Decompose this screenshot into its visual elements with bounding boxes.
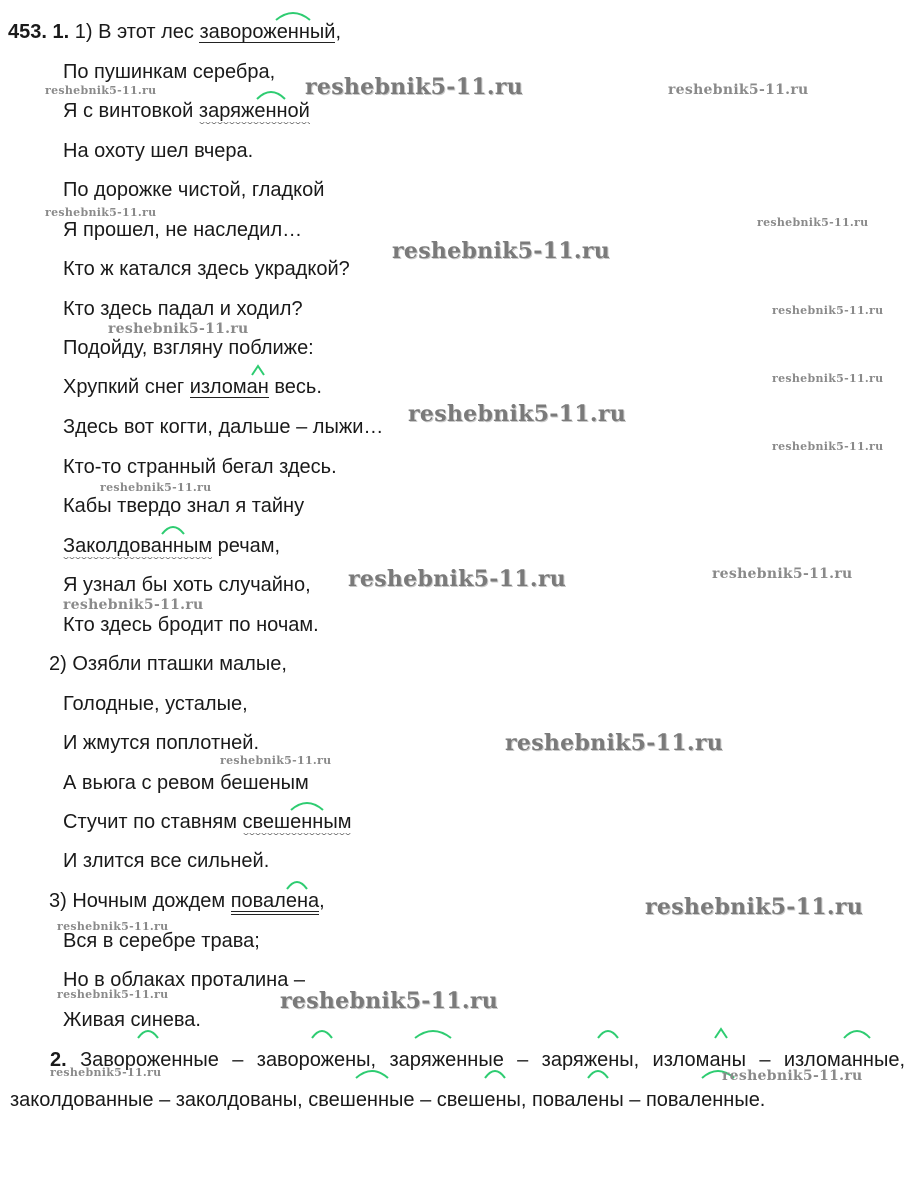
suffix-caret-icon: [713, 1026, 729, 1040]
word-root: свеш: [242, 811, 291, 833]
watermark: reshebnik5-11.ru: [645, 894, 864, 920]
text-fragment: ,: [335, 21, 342, 43]
underlined-word: [190, 377, 269, 398]
poem1-line-3: [63, 99, 310, 123]
exercise-number: 453.: [8, 21, 47, 43]
suffix-text: ож: [135, 1049, 161, 1071]
text-fragment: В этот лес: [98, 21, 200, 43]
text-fragment: ые, заколдованные – заколдован: [10, 1049, 906, 1111]
poem2-line-5: [63, 810, 351, 834]
suffix-arc-icon: [274, 8, 312, 22]
wavy-underlined-word: [199, 101, 310, 121]
poem1-line-11: Здесь вот когти, дальше – лыжи…: [63, 416, 384, 438]
poem3-line-4: Живая синева.: [63, 1009, 201, 1031]
suffix-arc-icon: [289, 798, 325, 812]
suffix-text: ен: [285, 890, 309, 912]
poem1-line-13: Кабы твердо знал я тайну: [63, 495, 305, 517]
wavy-underlined-word: [63, 536, 212, 556]
suffix: [421, 1040, 445, 1080]
word-root: Заколдова: [63, 535, 162, 557]
poem1-line-4: На охоту шел вчера.: [63, 140, 254, 162]
suffix: [484, 1080, 506, 1120]
suffix-text: ен: [587, 1089, 610, 1111]
suffix: [310, 1040, 334, 1080]
poem1-line-16: Кто здесь бродит по ночам.: [63, 614, 319, 636]
suffix-arc-icon: [842, 1026, 872, 1040]
text-fragment: речам,: [212, 535, 281, 557]
text-fragment: ы, излом: [619, 1049, 710, 1071]
suffix: [277, 22, 310, 42]
text-fragment: ые.: [734, 1089, 766, 1111]
watermark: reshebnik5-11.ru: [505, 730, 724, 756]
poem1-line-2: По пушинкам серебра,: [63, 61, 276, 83]
suffix-arc-icon: [310, 1026, 334, 1040]
text-fragment: Хрупкий снег: [63, 376, 190, 398]
suffix-text: енн: [701, 1089, 735, 1111]
suffix-arc-icon: [700, 1066, 736, 1080]
part2-paragraph: [10, 1040, 905, 1120]
poem1-line-10: [63, 375, 322, 399]
word-ending: ым: [323, 811, 352, 833]
part2-label: 2.: [50, 1049, 67, 1071]
suffix: [290, 812, 323, 832]
watermark: reshebnik5-11.ru: [757, 216, 869, 229]
suffix-arc-icon: [354, 1066, 390, 1080]
suffix: [254, 101, 287, 121]
suffix-arc-icon: [483, 1066, 507, 1080]
word-ending: ым: [183, 535, 213, 557]
word-root: заворож: [199, 21, 277, 43]
suffix-text: ен: [597, 1049, 620, 1071]
word-root: заряж: [198, 100, 255, 122]
suffix-text: ан: [246, 376, 269, 398]
text-fragment: Озябли пташки малые,: [72, 653, 287, 675]
suffix: [356, 1080, 389, 1120]
watermark: reshebnik5-11.ru: [722, 1068, 863, 1084]
poem3-line-2: Вся в серебре трава;: [63, 930, 260, 952]
suffix-text: ен: [484, 1089, 507, 1111]
watermark: reshebnik5-11.ru: [57, 988, 169, 1001]
text-fragment: Ночным дождем: [72, 890, 231, 912]
poem2-line-2: Голодные, усталые,: [63, 693, 248, 715]
watermark: reshebnik5-11.ru: [63, 597, 204, 613]
poem3-line-3: Но в облаках проталина –: [63, 969, 306, 991]
suffix: [247, 377, 269, 397]
suffix-text: ан: [709, 1049, 732, 1071]
suffix: [587, 1080, 609, 1120]
text-fragment: , свеш: [297, 1089, 356, 1111]
text-fragment: Завор: [80, 1049, 136, 1071]
suffix: [701, 1080, 734, 1120]
suffix-arc-icon: [586, 1066, 610, 1080]
watermark: reshebnik5-11.ru: [280, 988, 499, 1014]
suffix: [136, 1040, 160, 1080]
part1-label: 1.: [52, 21, 70, 43]
poem3-marker: 3): [49, 890, 67, 912]
poem1-line-5: По дорожке чистой, гладкой: [63, 179, 325, 201]
suffix: [162, 536, 184, 556]
watermark: reshebnik5-11.ru: [57, 920, 169, 933]
watermark: reshebnik5-11.ru: [220, 754, 332, 767]
poem2-line-3: И жмутся поплотней.: [63, 732, 260, 754]
text-fragment: Я с винтовкой: [63, 100, 199, 122]
text-fragment: ы – излом: [731, 1049, 841, 1071]
text-fragment: Стучит по ставням: [63, 811, 243, 833]
suffix-arc-icon: [160, 522, 186, 536]
watermark: reshebnik5-11.ru: [50, 1066, 162, 1079]
watermark: reshebnik5-11.ru: [45, 84, 157, 97]
text-fragment: ены, зар: [334, 1049, 421, 1071]
suffix: [841, 1040, 874, 1080]
text-fragment: ,: [319, 890, 325, 912]
poem1-line-12: Кто-то странный бегал здесь.: [63, 456, 337, 478]
suffix-text: ож: [309, 1049, 334, 1071]
poem2-marker: 2): [49, 653, 67, 675]
poem1-line-6: Я прошел, не наследил…: [63, 219, 303, 241]
poem1-line-14: [63, 534, 280, 558]
word-ending: ой: [287, 100, 310, 122]
suffix-text: енн: [276, 21, 310, 43]
suffix-arc-icon: [413, 1026, 453, 1040]
suffix-text: енн: [290, 811, 324, 833]
suffix-arc-icon: [136, 1026, 160, 1040]
watermark: reshebnik5-11.ru: [348, 566, 567, 592]
watermark: reshebnik5-11.ru: [668, 82, 809, 98]
suffix-arc-icon: [285, 877, 309, 891]
poem3-line-1: [49, 889, 325, 915]
suffix-arc-icon: [255, 87, 287, 101]
word-ending: ый: [309, 21, 336, 43]
text-fragment: ы: [282, 1089, 298, 1111]
poem1-line-9: Подойду, взгляну поближе:: [63, 337, 314, 359]
word-root: повал: [230, 890, 286, 912]
suffix-text: анн: [840, 1049, 874, 1071]
text-fragment: енные – заряж: [445, 1049, 598, 1071]
underlined-word: [199, 22, 335, 43]
suffix-text: енн: [254, 100, 288, 122]
watermark: reshebnik5-11.ru: [305, 74, 524, 100]
text-fragment: ы, повал: [506, 1089, 588, 1111]
suffix-text: нн: [161, 535, 184, 557]
watermark: reshebnik5-11.ru: [45, 206, 157, 219]
double-underlined-word: [231, 891, 319, 915]
watermark: reshebnik5-11.ru: [772, 372, 884, 385]
watermark: reshebnik5-11.ru: [392, 238, 611, 264]
watermark: reshebnik5-11.ru: [100, 481, 212, 494]
text-fragment: весь.: [268, 376, 322, 398]
text-fragment: ы – повал: [609, 1089, 702, 1111]
poem1-line-1: [8, 20, 341, 44]
poem1-line-7: Кто ж катался здесь украдкой?: [63, 258, 350, 280]
suffix-text: енн: [355, 1089, 390, 1111]
suffix-arc-icon: [596, 1026, 620, 1040]
watermark: reshebnik5-11.ru: [712, 566, 853, 582]
suffix-caret-icon: [250, 363, 266, 377]
text-fragment: енные – завор: [160, 1049, 310, 1071]
watermark: reshebnik5-11.ru: [408, 401, 627, 427]
poem1-marker: 1): [74, 21, 93, 43]
word-root: излом: [189, 376, 247, 398]
text-fragment: ые – свеш: [389, 1089, 485, 1111]
poem2-line-1: [49, 652, 287, 676]
suffix-text: яж: [420, 1049, 446, 1071]
poem1-line-15: Я узнал бы хоть случайно,: [63, 574, 311, 596]
watermark: reshebnik5-11.ru: [772, 440, 884, 453]
word-ending: а: [308, 890, 320, 912]
poem1-line-8: Кто здесь падал и ходил?: [63, 298, 303, 320]
poem2-line-6: И злится все сильней.: [63, 850, 270, 872]
poem2-line-4: А вьюга с ревом бешеным: [63, 772, 309, 794]
watermark: reshebnik5-11.ru: [772, 304, 884, 317]
wavy-underlined-word: [243, 812, 352, 832]
suffix: [286, 891, 308, 911]
watermark: reshebnik5-11.ru: [108, 321, 249, 337]
